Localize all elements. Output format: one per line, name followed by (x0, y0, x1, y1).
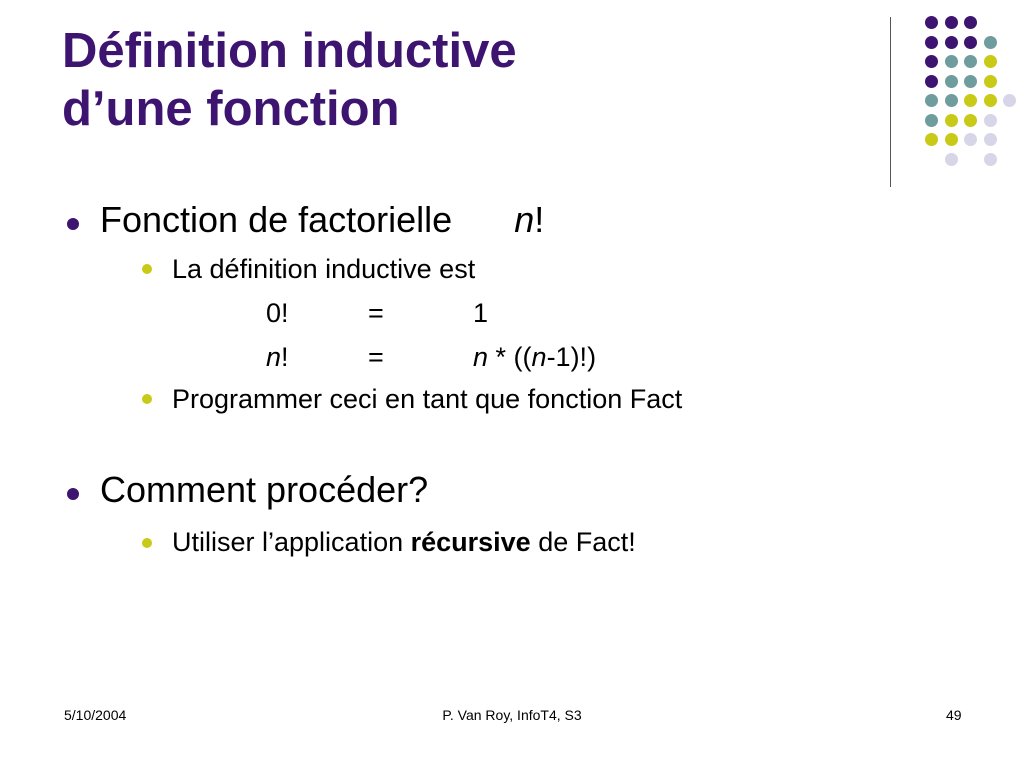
sub-bullet-marker (142, 264, 152, 274)
decorative-dot (964, 94, 977, 107)
factorial-var: n (514, 199, 535, 240)
footer-page-number: 49 (946, 707, 962, 723)
decorative-dot (945, 153, 958, 166)
formula-row2-lhs-bang: ! (281, 342, 289, 372)
decorative-dot (1003, 94, 1016, 107)
title-line-1: Définition inductive (62, 24, 517, 78)
decorative-dot (925, 55, 938, 68)
formula-row2-rhs-var2: n (531, 342, 547, 372)
decorative-dot (964, 133, 977, 146)
decorative-dot-grid (0, 0, 1024, 200)
decorative-dot (945, 114, 958, 127)
decorative-dot (945, 16, 958, 29)
sub-bullet-definition: La définition inductive est (172, 254, 476, 284)
decorative-dot (925, 36, 938, 49)
formula-row1-lhs: 0! (266, 298, 289, 328)
footer-date: 5/10/2004 (64, 707, 127, 723)
decorative-dot (964, 114, 977, 127)
factorial-bang: ! (534, 199, 545, 240)
formula-row2-rhs-end: -1)!) (546, 342, 597, 372)
decorative-dot (964, 36, 977, 49)
bullet-marker (67, 488, 79, 500)
footer-author: P. Van Roy, InfoT4, S3 (442, 707, 582, 723)
decorative-dot (945, 94, 958, 107)
decorative-dot (964, 55, 977, 68)
decorative-dot (984, 94, 997, 107)
decorative-dot (945, 133, 958, 146)
decorative-dot (964, 16, 977, 29)
formula-row1-eq: = (368, 298, 384, 328)
formula-row1-rhs: 1 (473, 298, 489, 328)
decorative-dot (925, 16, 938, 29)
decorative-dot (984, 133, 997, 146)
title-line-2: d’une fonction (62, 82, 400, 136)
recursive-bold: récursive (410, 527, 531, 557)
decorative-dot (945, 75, 958, 88)
formula-row2-eq: = (368, 342, 384, 372)
decorative-dot (984, 75, 997, 88)
formula-row2-lhs (266, 340, 289, 374)
recursive-suffix: de Fact! (530, 527, 636, 557)
decorative-dot (984, 55, 997, 68)
sub-bullet-marker (142, 538, 152, 548)
sub-bullet-recursive (172, 525, 636, 559)
decorative-dot (925, 75, 938, 88)
formula-row2-lhs-var: n (266, 342, 282, 372)
bullet-factorial-text: Fonction de factorielle (100, 199, 453, 240)
formula-row2-rhs-mid: * (( (488, 342, 532, 372)
formula-row2-rhs-var1: n (473, 342, 489, 372)
recursive-prefix: Utiliser l’application (172, 527, 411, 557)
decorative-dot (984, 114, 997, 127)
decorative-dot (984, 153, 997, 166)
bullet-marker (67, 218, 79, 230)
formula-row2-rhs (473, 340, 596, 374)
bullet-factorial (100, 198, 544, 242)
decorative-dot (925, 133, 938, 146)
decorative-dot (964, 75, 977, 88)
sub-bullet-marker (142, 394, 152, 404)
decorative-dot (925, 114, 938, 127)
decorative-dot (925, 94, 938, 107)
bullet-how: Comment procéder? (100, 469, 429, 510)
sub-bullet-program: Programmer ceci en tant que fonction Fact (172, 384, 683, 414)
decorative-dot (945, 36, 958, 49)
decorative-dot (984, 36, 997, 49)
decorative-dot (945, 55, 958, 68)
